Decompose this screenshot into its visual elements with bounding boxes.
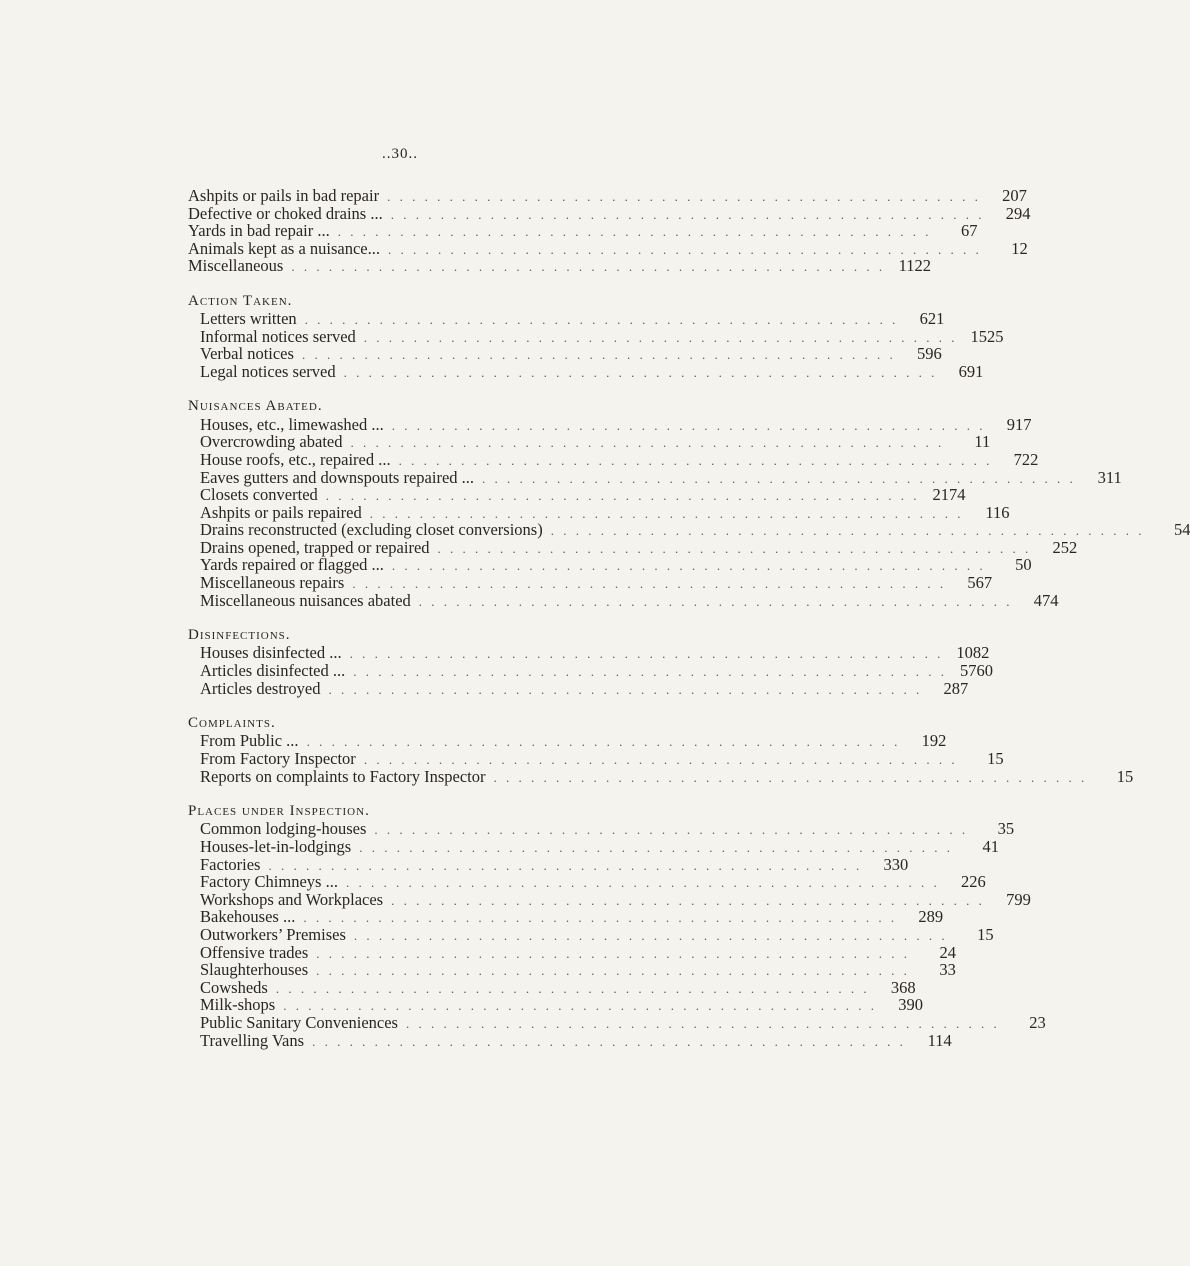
dot-leader: . . . . . . . . . . . . . . . . . . . . . . . . . . . . . . . . . . . . . . . . . . . . . . . . — [374, 822, 969, 838]
row-value: 799 — [1006, 889, 1031, 909]
table-row — [188, 590, 1059, 610]
dot-leader: . . . . . . . . . . . . . . . . . . . . . . . . . . . . . . . . . . . . . . . . . . . . . . . . — [391, 417, 986, 433]
row-value: 722 — [1013, 449, 1039, 469]
row-label: Verbal notices — [200, 344, 294, 364]
table-row — [188, 344, 942, 364]
row-value: 917 — [1006, 414, 1032, 434]
section-heading: Complaints. — [188, 714, 276, 731]
dot-leader: . . . . . . . . . . . . . . . . . . . . . . . . . . . . . . . . . . . . . . . . . . . . . . . . — [283, 998, 877, 1014]
dot-leader: . . . . . . . . . . . . . . . . . . . . . . . . . . . . . . . . . . . . . . . . . . . . . . . . — [550, 523, 1145, 539]
row-value: 311 — [1097, 467, 1122, 487]
row-label: Travelling Vans — [200, 1030, 305, 1050]
row-value: 252 — [1052, 537, 1078, 557]
table-row — [188, 766, 1134, 786]
dot-leader: . . . . . . . . . . . . . . . . . . . . . . . . . . . . . . . . . . . . . . . . . . . . . . . . — [291, 259, 886, 275]
row-value: 294 — [1005, 203, 1031, 223]
dot-leader: . . . . . . . . . . . . . . . . . . . . . . . . . . . . . . . . . . . . . . . . . . . . . . . . — [391, 558, 986, 574]
table-row — [188, 960, 956, 980]
row-value: 11 — [974, 432, 991, 452]
table-row — [188, 361, 984, 381]
row-label: Eaves gutters and downspouts repaired ... — [200, 467, 475, 487]
row-value: 226 — [960, 872, 986, 892]
section-heading: Places under Inspection. — [188, 802, 370, 819]
table-row — [188, 942, 957, 962]
row-label: Factory Chimneys ... — [200, 872, 338, 892]
section-heading: Nuisances Abated. — [188, 398, 323, 415]
table-row — [188, 186, 1027, 205]
dot-leader: . . . . . . . . . . . . . . . . . . . . . . . . . . . . . . . . . . . . . . . . . . . . . . . . — [369, 505, 964, 521]
dot-leader: . . . . . . . . . . . . . . . . . . . . . . . . . . . . . . . . . . . . . . . . . . . . . . . . — [350, 435, 945, 451]
dot-leader: . . . . . . . . . . . . . . . . . . . . . . . . . . . . . . . . . . . . . . . . . . . . . . . . — [303, 910, 898, 926]
row-label: Animals kept as a nuisance... — [188, 238, 380, 258]
table-row — [188, 731, 947, 751]
row-value: 330 — [883, 854, 909, 874]
table-row — [188, 907, 944, 927]
dot-leader: . . . . . . . . . . . . . . . . . . . . . . . . . . . . . . . . . . . . . . . . . . . . . . . . — [391, 892, 985, 908]
table-row — [188, 924, 994, 944]
row-value: 24 — [939, 942, 957, 962]
dot-leader: . . . . . . . . . . . . . . . . . . . . . . . . . . . . . . . . . . . . . . . . . . . . . . . . — [328, 681, 923, 697]
row-label: Legal notices served — [200, 361, 336, 381]
dot-leader: . . . . . . . . . . . . . . . . . . . . . . . . . . . . . . . . . . . . . . . . . . . . . . . . — [343, 364, 938, 380]
table-row — [188, 749, 1004, 768]
dot-leader: . . . . . . . . . . . . . . . . . . . . . . . . . . . . . . . . . . . . . . . . . . . . . . . . — [316, 963, 910, 979]
dot-leader: . . . . . . . . . . . . . . . . . . . . . . . . . . . . . . . . . . . . . . . . . . . . . . . . — [275, 980, 870, 996]
dot-leader: . . . . . . . . . . . . . . . . . . . . . . . . . . . . . . . . . . . . . . . . . . . . . . . . — [398, 452, 993, 468]
dot-leader: . . . . . . . . . . . . . . . . . . . . . . . . . . . . . . . . . . . . . . . . . . . . . . . . — [437, 540, 1032, 556]
row-value: 474 — [1033, 590, 1059, 610]
row-value: 691 — [958, 361, 984, 381]
row-value: 1082 — [956, 643, 990, 663]
row-label: Articles disinfected ... — [200, 661, 346, 681]
row-label: Defective or choked drains ... — [188, 203, 383, 223]
dot-leader: . . . . . . . . . . . . . . . . . . . . . . . . . . . . . . . . . . . . . . . . . . . . . . . . — [312, 1033, 906, 1049]
row-value: 114 — [927, 1030, 952, 1050]
row-value: 12 — [1011, 238, 1028, 258]
row-value: 596 — [916, 344, 942, 364]
dot-leader: . . . . . . . . . . . . . . . . . . . . . . . . . . . . . . . . . . . . . . . . . . . . . . . . — [359, 839, 953, 855]
dot-leader: . . . . . . . . . . . . . . . . . . . . . . . . . . . . . . . . . . . . . . . . . . . . . . . . — [316, 945, 911, 961]
row-value: 2174 — [932, 485, 966, 505]
dot-leader: . . . . . . . . . . . . . . . . . . . . . . . . . . . . . . . . . . . . . . . . . . . . . . . . — [353, 927, 948, 943]
row-label: Informal notices served — [200, 326, 356, 346]
row-value: 289 — [918, 907, 944, 927]
table-row — [188, 872, 986, 892]
row-label: Ashpits or pails repaired — [200, 502, 362, 522]
dot-leader: . . . . . . . . . . . . . . . . . . . . . . . . . . . . . . . . . . . . . . . . . . . . . . . . — [405, 1015, 1000, 1031]
table-row — [188, 432, 991, 452]
row-label: Houses-let-in-lodgings — [200, 836, 352, 856]
row-label: Public Sanitary Conveniences — [200, 1012, 398, 1032]
dot-leader: . . . . . . . . . . . . . . . . . . . . . . . . . . . . . . . . . . . . . . . . . . . . . . . . — [353, 664, 947, 680]
table-row — [188, 836, 999, 856]
row-label: Letters written — [200, 309, 297, 329]
row-value: 368 — [890, 977, 916, 997]
dot-leader: . . . . . . . . . . . . . . . . . . . . . . . . . . . . . . . . . . . . . . . . . . . . . . . . — [390, 206, 985, 222]
table-row — [188, 238, 1028, 258]
dot-leader: . . . . . . . . . . . . . . . . . . . . . . . . . . . . . . . . . . . . . . . . . . . . . . . . — [268, 857, 863, 873]
table-row — [188, 485, 966, 505]
row-value: 207 — [1002, 186, 1027, 205]
table-row — [188, 414, 1032, 434]
table-row — [188, 977, 916, 997]
row-label: Ashpits or pails in bad repair — [188, 186, 380, 205]
table-row — [188, 854, 909, 874]
dot-leader: . . . . . . . . . . . . . . . . . . . . . . . . . . . . . . . . . . . . . . . . . . . . . . . . — [337, 224, 932, 240]
table-row — [188, 467, 1122, 487]
table-row — [188, 537, 1078, 557]
table-row — [188, 256, 932, 276]
dot-leader: . . . . . . . . . . . . . . . . . . . . . . . . . . . . . . . . . . . . . . . . . . . . . . . . — [493, 769, 1088, 785]
report-body — [188, 186, 1190, 1050]
row-label: Overcrowding abated — [200, 432, 343, 452]
row-value: 1525 — [970, 326, 1004, 346]
table-row — [188, 203, 1031, 223]
row-label: Slaughterhouses — [200, 960, 309, 980]
table-row — [188, 1012, 1046, 1032]
table-row — [188, 573, 993, 593]
row-value: 54 — [1173, 520, 1190, 540]
dot-leader: . . . . . . . . . . . . . . . . . . . . . . . . . . . . . . . . . . . . . . . . . . . . . . . . — [388, 241, 982, 257]
row-label: Bakehouses ... — [200, 907, 296, 927]
row-label: Factories — [200, 854, 261, 874]
dot-leader: . . . . . . . . . . . . . . . . . . . . . . . . . . . . . . . . . . . . . . . . . . . . . . . . — [301, 347, 896, 363]
row-value: 116 — [985, 502, 1010, 522]
table-row — [188, 643, 990, 663]
row-value: 5760 — [960, 661, 993, 681]
row-label: House roofs, etc., repaired ... — [200, 449, 391, 469]
dot-leader: . . . . . . . . . . . . . . . . . . . . . . . . . . . . . . . . . . . . . . . . . . . . . . . . — [418, 593, 1013, 609]
row-value: 621 — [919, 309, 945, 329]
table-row — [188, 678, 969, 698]
row-label: Miscellaneous — [188, 256, 284, 276]
page-number: ..30.. — [382, 146, 418, 162]
row-label: Outworkers’ Premises — [200, 924, 346, 944]
table-row — [188, 661, 993, 681]
dot-leader: . . . . . . . . . . . . . . . . . . . . . . . . . . . . . . . . . . . . . . . . . . . . . . . . — [363, 752, 958, 767]
section-heading: Action Taken. — [188, 292, 293, 309]
row-label: Cowsheds — [200, 977, 268, 997]
row-label: Yards in bad repair ... — [188, 221, 330, 241]
dot-leader: . . . . . . . . . . . . . . . . . . . . . . . . . . . . . . . . . . . . . . . . . . . . . . . . — [387, 189, 981, 204]
table-row — [188, 502, 1010, 522]
table-row — [188, 449, 1039, 469]
row-value: 1122 — [898, 256, 932, 276]
table-row — [188, 520, 1190, 540]
row-value: 35 — [997, 819, 1015, 839]
table-row — [188, 221, 978, 241]
row-label: Milk-shops — [200, 995, 276, 1015]
table-row — [188, 555, 1032, 575]
row-label: Houses, etc., limewashed ... — [200, 414, 384, 434]
row-value: 192 — [921, 731, 947, 751]
row-label: From Factory Inspector — [200, 749, 356, 768]
row-value: 50 — [1015, 555, 1032, 575]
table-row — [188, 819, 1015, 839]
table-row — [188, 326, 1004, 346]
row-label: Reports on complaints to Factory Inspector — [200, 766, 486, 786]
row-label: Miscellaneous repairs — [200, 573, 345, 593]
row-value: 567 — [967, 573, 993, 593]
table-row — [188, 995, 923, 1015]
dot-leader: . . . . . . . . . . . . . . . . . . . . . . . . . . . . . . . . . . . . . . . . . . . . . . . . — [352, 576, 947, 592]
row-label: Yards repaired or flagged ... — [200, 555, 384, 575]
table-row — [188, 309, 945, 329]
row-label: Drains reconstructed (excluding closet conversions) — [200, 520, 543, 540]
dot-leader: . . . . . . . . . . . . . . . . . . . . . . . . . . . . . . . . . . . . . . . . . . . . . . . . — [325, 488, 920, 504]
row-label: Miscellaneous nuisances abated — [200, 590, 411, 610]
row-label: Workshops and Workplaces — [200, 889, 384, 909]
dot-leader: . . . . . . . . . . . . . . . . . . . . . . . . . . . . . . . . . . . . . . . . . . . . . . . . — [304, 312, 899, 328]
row-label: Offensive trades — [200, 942, 309, 962]
row-value: 41 — [982, 836, 999, 856]
row-value: 287 — [943, 678, 969, 698]
row-value: 390 — [898, 995, 923, 1015]
row-label: Houses disinfected ... — [200, 643, 342, 663]
row-label: Drains opened, trapped or repaired — [200, 537, 430, 557]
section-heading: Disinfections. — [188, 626, 291, 643]
row-label: Articles destroyed — [200, 678, 321, 698]
dot-leader: . . . . . . . . . . . . . . . . . . . . . . . . . . . . . . . . . . . . . . . . . . . . . . . . — [306, 734, 901, 750]
row-label: Closets converted — [200, 485, 318, 505]
dot-leader: . . . . . . . . . . . . . . . . . . . . . . . . . . . . . . . . . . . . . . . . . . . . . . . . — [345, 875, 940, 891]
dot-leader: . . . . . . . . . . . . . . . . . . . . . . . . . . . . . . . . . . . . . . . . . . . . . . . . — [363, 329, 958, 345]
row-value: 15 — [1116, 766, 1134, 786]
dot-leader: . . . . . . . . . . . . . . . . . . . . . . . . . . . . . . . . . . . . . . . . . . . . . . . . — [482, 470, 1076, 486]
dot-leader: . . . . . . . . . . . . . . . . . . . . . . . . . . . . . . . . . . . . . . . . . . . . . . . . — [349, 646, 944, 662]
table-row — [188, 889, 1031, 909]
row-value: 33 — [939, 960, 956, 980]
row-value: 67 — [961, 221, 978, 241]
table-row — [188, 1030, 952, 1050]
row-value: 15 — [987, 749, 1004, 768]
row-value: 23 — [1029, 1012, 1046, 1032]
row-label: From Public ... — [200, 731, 299, 751]
row-label: Common lodging-houses — [200, 819, 367, 839]
row-value: 15 — [977, 924, 994, 944]
